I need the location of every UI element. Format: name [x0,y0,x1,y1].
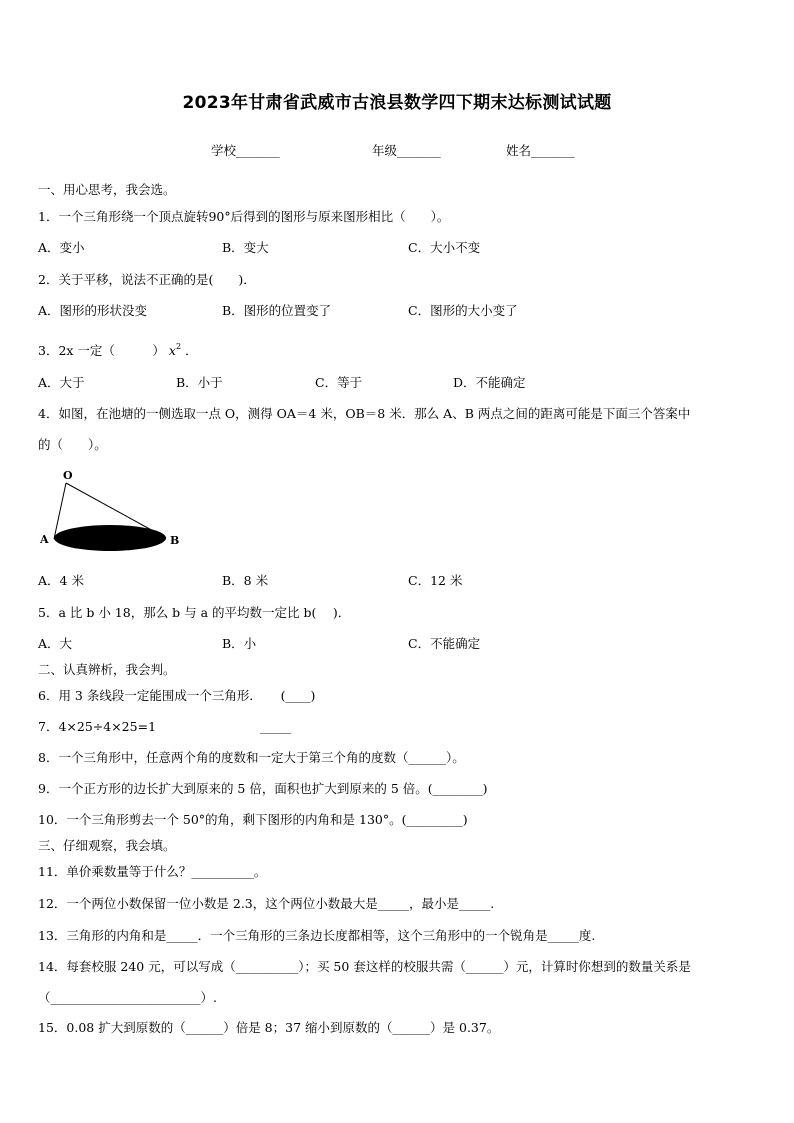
label-b: B [170,534,180,547]
q9-stem: 9．一个正方形的边长扩大到原来的 5 倍，面积也扩大到原来的 5 倍。(________) [38,781,488,796]
q1-option-a[interactable]: A．变小 [38,240,85,255]
q3-stem-text: 3．2x 一定（ ） [38,343,165,358]
q2-option-a[interactable]: A．图形的形状没变 [38,303,148,318]
q6-stem: 6．用 3 条线段一定能围成一个三角形． (____) [38,688,316,703]
q4-stem-line1: 4．如图，在池塘的一侧选取一点 O，测得 OA＝4 米，OB＝8 米．那么 A、B 两点之间的距离可能是下面三个答案中 [38,406,691,421]
q3-end: ． [185,343,198,358]
q11-stem: 11．单价乘数量等于什么？__________。 [38,864,267,879]
q1-stem: 1．一个三角形绕一个顶点旋转90°后得到的图形与原来图形相比（ ）。 [38,209,450,224]
q4-option-c[interactable]: C．12 米 [408,573,463,588]
q3-stem [38,339,198,359]
pond-figure [36,468,186,552]
q13-stem: 13．三角形的内角和是_____．一个三角形的三条边长度都相等，这个三角形中的一个锐角是_____度. [38,928,596,943]
school-field[interactable]: 学校_______ [211,143,280,158]
q2-stem: 2．关于平移，说法不正确的是( )． [38,272,256,287]
q14-stem-line1: 14．每套校服 240 元，可以写成（__________）；买 50 套这样的校服共需（______）元，计算时你想到的数量关系是 [38,959,691,974]
q4-option-b[interactable]: B．8 米 [222,573,269,588]
q12-stem: 12．一个两位小数保留一位小数是 2.3，这个两位小数最大是_____，最小是_____. [38,896,495,911]
section-3-heading: 三、仔细观察，我会填。 [38,838,176,853]
q7-blank[interactable]: _____ [260,719,292,734]
q3-option-c[interactable]: C．等于 [315,375,363,390]
q1-option-c[interactable]: C．大小不变 [408,240,481,255]
page-title: 2023年甘肃省武威市古浪县数学四下期末达标测试试题 [182,93,612,113]
q3-x: x [168,343,176,358]
label-o: O [63,469,73,482]
q3-option-d[interactable]: D．不能确定 [453,375,526,390]
q10-stem: 10．一个三角形剪去一个 50°的角，剩下图形的内角和是 130°。(_________) [38,812,468,827]
q1-option-b[interactable]: B．变大 [222,240,269,255]
q5-option-b[interactable]: B．小 [222,636,257,651]
pond-shape [54,525,166,551]
q3-option-a[interactable]: A．大于 [38,375,85,390]
q3-exponent: 2 [175,342,182,351]
q4-stem-line2: 的（ ）。 [38,437,107,452]
q15-stem: 15．0.08 扩大到原数的（______）倍是 8；37 缩小到原数的（______）是 0.37。 [38,1020,500,1035]
q2-option-b[interactable]: B．图形的位置变了 [222,303,332,318]
name-field[interactable]: 姓名_______ [506,143,575,158]
section-1-heading: 一、用心思考，我会选。 [38,182,176,197]
q14-stem-line2: （________________________）. [38,990,217,1005]
q8-stem: 8．一个三角形中，任意两个角的度数和一定大于第三个角的度数（______）。 [38,750,465,765]
q2-option-c[interactable]: C．图形的大小变了 [408,303,518,318]
grade-field[interactable]: 年级_______ [372,143,441,158]
q5-option-c[interactable]: C．不能确定 [408,636,481,651]
q4-option-a[interactable]: A．4 米 [38,573,84,588]
q3-option-b[interactable]: B．小于 [176,375,223,390]
q5-stem: 5．a 比 b 小 18，那么 b 与 a 的平均数一定比 b( )． [38,605,351,620]
section-2-heading: 二、认真辨析，我会判。 [38,662,176,677]
q5-option-a[interactable]: A．大 [38,636,73,651]
label-a: A [40,533,49,546]
q7-stem: 7．4×25÷4×25=1 [38,719,157,734]
